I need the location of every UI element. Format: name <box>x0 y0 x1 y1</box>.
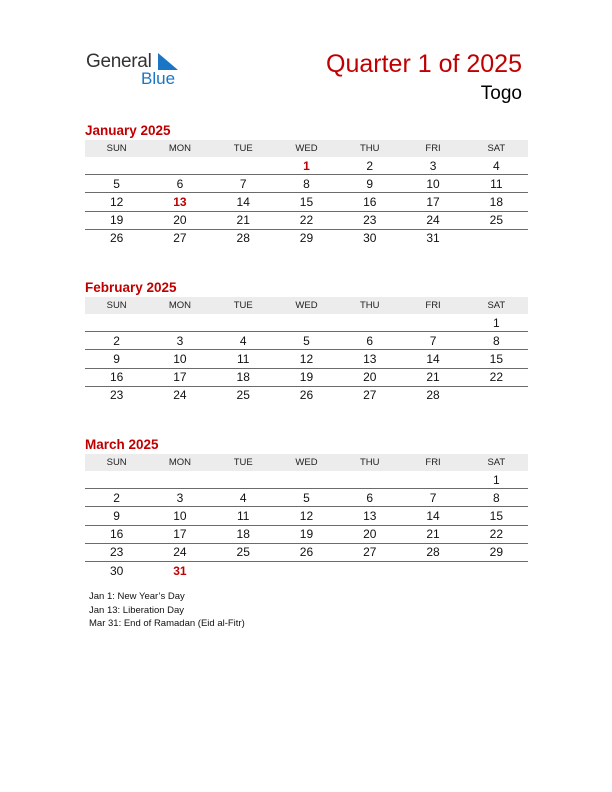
country-name: Togo <box>480 83 522 104</box>
day-cell: 21 <box>236 213 250 228</box>
month-january <box>85 122 528 247</box>
day-cell: 8 <box>492 333 500 348</box>
day-cell: 21 <box>426 370 440 385</box>
day-cell: 13 <box>363 508 377 523</box>
day-cell: 9 <box>113 351 120 366</box>
day-cell: 13 <box>363 351 377 366</box>
day-cell: 3 <box>176 490 184 505</box>
week-row <box>85 471 528 489</box>
week-row <box>85 314 528 332</box>
day-cell: 25 <box>236 388 250 403</box>
day-cell: 8 <box>492 490 500 505</box>
month-title: March 2025 <box>85 437 159 452</box>
weekday-label: WED <box>295 143 318 154</box>
day-cell: 27 <box>363 388 377 403</box>
day-cell: 3 <box>429 158 437 173</box>
day-cell: 12 <box>299 508 314 523</box>
holiday-day-cell: 13 <box>173 194 187 209</box>
day-cell: 10 <box>173 351 187 366</box>
month-march <box>85 436 528 579</box>
day-cell: 24 <box>173 545 187 560</box>
weekday-label: MON <box>168 143 191 154</box>
day-cell: 16 <box>363 194 377 209</box>
day-cell: 1 <box>492 315 500 330</box>
holiday-note: Jan 1: New Year’s Day <box>89 591 185 602</box>
month-february <box>85 279 528 404</box>
month-title: February 2025 <box>85 280 177 295</box>
day-cell: 9 <box>366 176 374 191</box>
day-cell: 22 <box>489 527 503 542</box>
weekday-label: SUN <box>106 457 127 468</box>
week-row <box>85 230 528 247</box>
weekday-label: SAT <box>487 143 506 154</box>
day-cell: 12 <box>109 194 124 209</box>
week-row <box>85 193 528 211</box>
week-row <box>85 526 528 544</box>
day-cell: 10 <box>426 176 440 191</box>
day-cell: 5 <box>113 176 120 191</box>
calendar-grid <box>85 297 528 404</box>
holiday-note: Mar 31: End of Ramadan (Eid al-Fitr) <box>89 618 245 629</box>
day-cell: 6 <box>176 176 184 191</box>
weekday-label: THU <box>360 300 380 311</box>
generalblue-logo <box>86 50 196 90</box>
day-cell: 15 <box>489 508 503 523</box>
logo-flag-icon <box>158 53 178 70</box>
weekday-label: WED <box>295 457 318 468</box>
day-cell: 26 <box>299 545 314 560</box>
day-cell: 18 <box>489 194 503 209</box>
week-row <box>85 369 528 387</box>
week-row <box>85 212 528 230</box>
day-cell: 11 <box>490 176 503 191</box>
day-cell: 20 <box>173 213 187 228</box>
weekday-label: MON <box>168 457 191 468</box>
day-cell: 31 <box>426 231 440 246</box>
day-cell: 6 <box>366 490 374 505</box>
day-cell: 2 <box>113 333 120 348</box>
day-cell: 6 <box>366 333 374 348</box>
day-cell: 25 <box>489 213 503 228</box>
logo-word-blue: Blue <box>141 69 176 88</box>
day-cell: 17 <box>173 527 187 542</box>
day-cell: 16 <box>109 527 124 542</box>
day-cell: 15 <box>299 194 314 209</box>
day-cell: 12 <box>299 351 314 366</box>
weekday-label: FRI <box>425 300 441 311</box>
day-cell: 19 <box>299 527 314 542</box>
day-cell: 17 <box>173 370 187 385</box>
day-cell: 25 <box>236 545 250 560</box>
day-cell: 5 <box>303 333 310 348</box>
day-cell: 9 <box>113 508 120 523</box>
day-cell: 30 <box>363 231 377 246</box>
weekday-label: THU <box>360 457 380 468</box>
day-cell: 18 <box>236 527 250 542</box>
day-cell: 3 <box>176 333 184 348</box>
day-cell: 7 <box>429 490 437 505</box>
week-row <box>85 157 528 175</box>
day-cell: 2 <box>366 158 374 173</box>
day-cell: 7 <box>429 333 437 348</box>
holiday-note: Jan 13: Liberation Day <box>89 604 185 616</box>
day-cell: 22 <box>489 370 503 385</box>
day-cell: 26 <box>109 231 124 246</box>
day-cell: 23 <box>109 545 124 560</box>
day-cell: 14 <box>426 351 440 366</box>
weekday-label: WED <box>295 300 318 311</box>
day-cell: 28 <box>426 545 440 560</box>
week-row <box>85 544 528 562</box>
day-cell: 11 <box>236 508 250 523</box>
weekday-label: TUE <box>233 300 253 311</box>
day-cell: 28 <box>426 388 440 403</box>
week-row <box>85 350 528 368</box>
day-cell: 22 <box>299 213 314 228</box>
week-row <box>85 175 528 193</box>
day-cell: 23 <box>363 213 377 228</box>
day-cell: 16 <box>109 370 124 385</box>
day-cell: 15 <box>489 351 503 366</box>
calendar-grid <box>85 454 528 579</box>
day-cell: 24 <box>426 213 440 228</box>
day-cell: 19 <box>109 213 124 228</box>
day-cell: 26 <box>299 388 314 403</box>
week-row <box>85 562 528 579</box>
day-cell: 29 <box>489 545 503 560</box>
day-cell: 19 <box>299 370 314 385</box>
day-cell: 4 <box>492 158 500 173</box>
day-cell: 8 <box>303 176 310 191</box>
month-title: January 2025 <box>85 123 171 138</box>
page-title: Quarter 1 of 2025 <box>326 50 522 78</box>
day-cell: 2 <box>113 490 120 505</box>
weekday-header <box>85 454 528 471</box>
day-cell: 28 <box>236 231 250 246</box>
holiday-day-cell: 31 <box>173 563 187 578</box>
week-row <box>85 387 528 404</box>
week-row <box>85 507 528 525</box>
day-cell: 27 <box>363 545 377 560</box>
weekday-header <box>85 140 528 157</box>
weekday-label: FRI <box>425 143 441 154</box>
day-cell: 18 <box>236 370 250 385</box>
logo-word-general: General <box>86 51 152 72</box>
weekday-label: THU <box>360 143 380 154</box>
weekday-label: SAT <box>487 457 506 468</box>
day-cell: 10 <box>173 508 187 523</box>
weekday-label: FRI <box>425 457 441 468</box>
week-row <box>85 489 528 507</box>
day-cell: 14 <box>426 508 440 523</box>
holiday-day-cell: 1 <box>303 158 310 173</box>
day-cell: 7 <box>239 176 247 191</box>
day-cell: 30 <box>109 563 124 578</box>
day-cell: 21 <box>426 527 440 542</box>
day-cell: 5 <box>303 490 310 505</box>
day-cell: 24 <box>173 388 187 403</box>
day-cell: 4 <box>239 333 247 348</box>
weekday-label: SUN <box>106 143 127 154</box>
week-row <box>85 332 528 350</box>
weekday-label: MON <box>168 300 191 311</box>
day-cell: 4 <box>239 490 247 505</box>
day-cell: 14 <box>236 194 250 209</box>
calendar-grid <box>85 140 528 247</box>
weekday-label: SUN <box>106 300 127 311</box>
weekday-label: SAT <box>487 300 506 311</box>
weekday-header <box>85 297 528 314</box>
day-cell: 11 <box>236 351 250 366</box>
day-cell: 1 <box>492 472 500 487</box>
day-cell: 29 <box>299 231 314 246</box>
day-cell: 20 <box>363 370 377 385</box>
weekday-label: TUE <box>233 457 253 468</box>
day-cell: 17 <box>426 194 440 209</box>
weekday-label: TUE <box>233 143 253 154</box>
day-cell: 20 <box>363 527 377 542</box>
holiday-notes <box>89 590 245 631</box>
day-cell: 23 <box>109 388 124 403</box>
day-cell: 27 <box>173 231 187 246</box>
